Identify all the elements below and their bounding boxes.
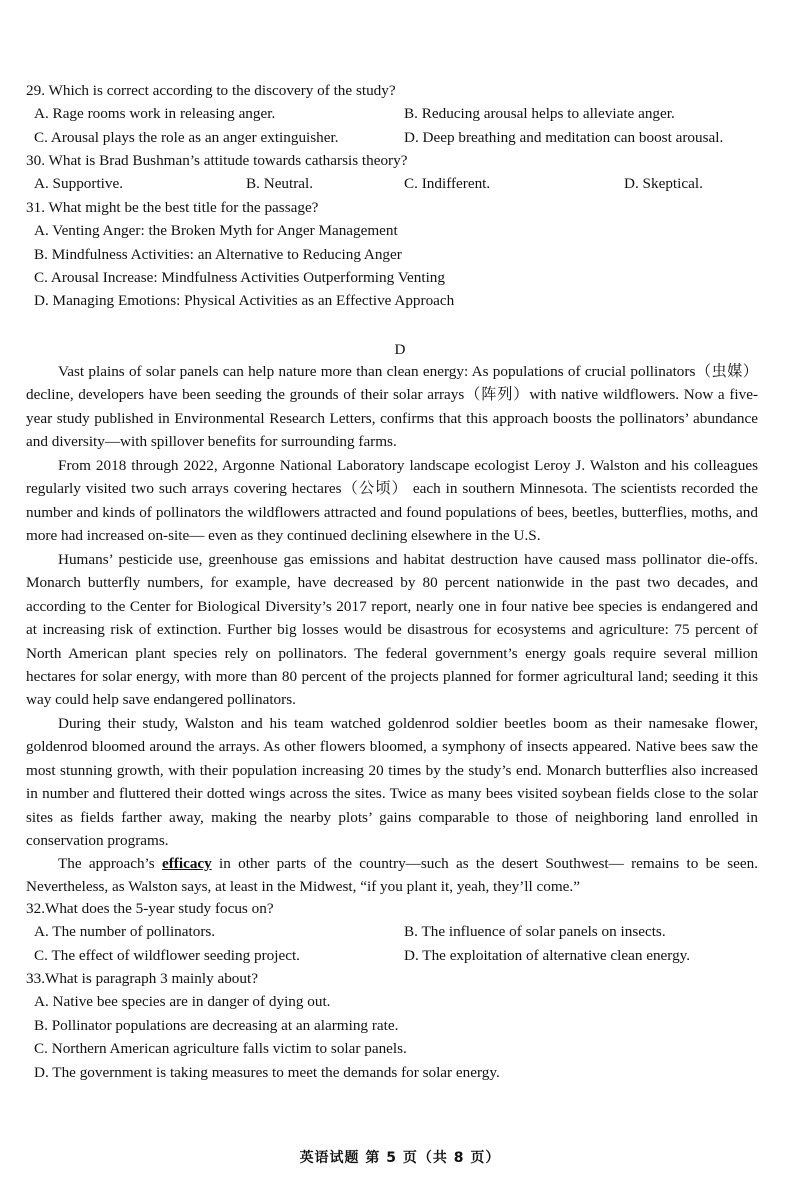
- q29-option-c: C. Arousal plays the role as an anger extinguisher.: [34, 129, 339, 146]
- q33-option-a: A. Native bee species are in danger of dying out.: [34, 993, 331, 1010]
- passage-paragraph-5: [26, 852, 758, 899]
- question-text: What might be the best title for the passage?: [48, 199, 319, 216]
- question-33-stem: [26, 969, 258, 989]
- q33-option-d: D. The government is taking measures to meet the demands for solar energy.: [34, 1064, 500, 1081]
- q30-option-a: A. Supportive.: [34, 175, 124, 192]
- q32-option-c: C. The effect of wildflower seeding project.: [34, 947, 300, 964]
- paragraph-text: The approach’s: [58, 855, 162, 872]
- q33-option-c: C. Northern American agriculture falls victim to solar panels.: [34, 1040, 407, 1057]
- question-text: Which is correct according to the discovery of the study?: [48, 82, 396, 99]
- passage-paragraph-1: Vast plains of solar panels can help nature more than clean energy: As populations of crucial pollinators（虫媒） decline, developers have been seeding the grounds of their solar arrays（阵列）with native wildflowers. Now a five-year study published in Environmental Research Letters, confirms that this approach boosts the pollinators’ abundance and diversity—with spillover benefits for surrounding farms.: [26, 363, 758, 451]
- q30-option-c: C. Indifferent.: [404, 175, 491, 192]
- question-number: 33.: [26, 970, 45, 987]
- question-text: What does the 5-year study focus on?: [44, 900, 274, 917]
- q29-option-d: D. Deep breathing and meditation can boost arousal.: [404, 129, 724, 146]
- question-31-stem: [26, 198, 318, 218]
- question-number: 30.: [26, 152, 45, 169]
- q32-option-a: A. The number of pollinators.: [34, 923, 216, 940]
- question-number: 29.: [26, 82, 45, 99]
- q33-option-b: B. Pollinator populations are decreasing at an alarming rate.: [34, 1017, 399, 1034]
- question-text: What is Brad Bushman’s attitude towards catharsis theory?: [48, 152, 408, 169]
- q31-option-a: A. Venting Anger: the Broken Myth for Anger Management: [34, 222, 398, 239]
- section-heading: D: [394, 341, 406, 358]
- question-29-stem: [26, 81, 396, 101]
- question-number: 32.: [26, 900, 45, 917]
- q32-option-b: B. The influence of solar panels on insects.: [404, 923, 666, 940]
- passage-paragraph-3: Humans’ pesticide use, greenhouse gas emissions and habitat destruction have caused mass pollinator die-offs. Monarch butterfly numbers, for example, have decreased by 80 percent nationwide in the past two decades, and according to the Center for Biological Diversity’s 2017 report, nearly one in four native bee species is endangered and at increasing risk of extinction. Further big losses would be disastrous for ecosystems and agriculture: 75 percent of North American plant species rely on pollinators. The federal government’s energy goals require several million hectares for solar energy, with more than 80 percent of the projects planned for former agricultural land; seeding it this way could help save endangered pollinators.: [26, 551, 758, 709]
- q29-option-a: A. Rage rooms work in releasing anger.: [34, 105, 276, 122]
- q31-option-b: B. Mindfulness Activities: an Alternative to Reducing Anger: [34, 246, 402, 263]
- question-text: What is paragraph 3 mainly about?: [44, 970, 258, 987]
- page-footer: 英语试题 第 5 页（共 8 页）: [299, 1150, 501, 1166]
- q31-option-d: D. Managing Emotions: Physical Activities as an Effective Approach: [34, 292, 455, 309]
- q31-option-c: C. Arousal Increase: Mindfulness Activities Outperforming Venting: [34, 269, 445, 286]
- q30-option-d: D. Skeptical.: [624, 175, 703, 192]
- underlined-word: efficacy: [162, 855, 212, 872]
- q30-option-b: B. Neutral.: [246, 175, 314, 192]
- question-number: 31.: [26, 199, 45, 216]
- question-30-stem: [26, 151, 407, 171]
- q32-option-d: D. The exploitation of alternative clean energy.: [404, 947, 691, 964]
- paragraph-text: in other parts of the country—such as the desert Southwest— remains to be seen. Nevertheless, as Walston says, at least in the Midwest, “if you plant it, yeah, they’ll come.”: [26, 855, 758, 896]
- passage-paragraph-4: During their study, Walston and his team watched goldenrod soldier beetles boom as their namesake flower, goldenrod bloomed around the arrays. As other flowers bloomed, a symphony of insects appeared. Native bees saw the most stunning growth, with their population increasing 20 times by the study’s end. Monarch butterflies also increased in number and fluttered their dotted wings across the sites. Twice as many bees visited soybean fields close to the solar sites as fields farther away, making the nearby plots’ gains comparable to those of neighboring land enrolled in conservation programs.: [26, 715, 758, 850]
- passage-paragraph-2: From 2018 through 2022, Argonne National Laboratory landscape ecologist Leroy J. Walston and his colleagues regularly visited two such arrays covering hectares（公顷） each in southern Minnesota. The scientists recorded the number and kinds of pollinators the wildflowers attracted and found populations of bees, beetles, butterflies, moths, and more had increased on-site— even as they continued declining elsewhere in the U.S.: [26, 457, 758, 545]
- question-32-stem: [26, 899, 274, 919]
- q29-option-b: B. Reducing arousal helps to alleviate anger.: [404, 105, 675, 122]
